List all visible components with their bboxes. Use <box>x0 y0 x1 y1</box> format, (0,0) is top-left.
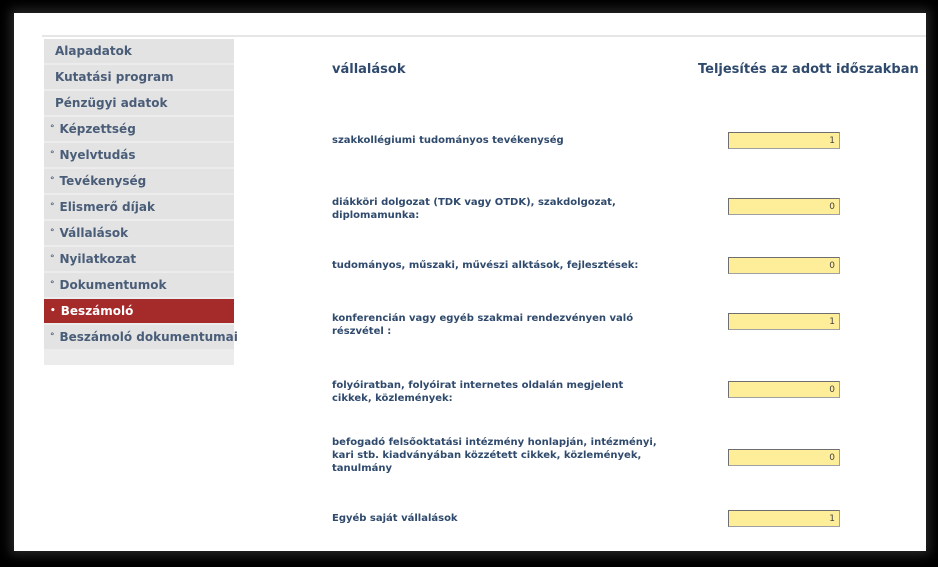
sidebar-item-nyilatkozat[interactable] <box>44 247 234 271</box>
sidebar-item-dokumentumok[interactable] <box>44 273 234 297</box>
sidebar-item-label: Pénzügyi adatok <box>55 96 168 110</box>
row-label: Egyéb saját vállalások <box>332 513 458 524</box>
bullet-icon: ° <box>50 228 55 238</box>
value-input[interactable] <box>728 449 840 466</box>
row-label: diákköri dolgozat (TDK vagy OTDK), szakdolgozat, diplomamunka: <box>332 197 616 221</box>
row-label: befogadó felsőoktatási intézmény honlapján, intézményi, kari stb. kiadványában közzétett cikkek, közlemények, tanulmány <box>332 437 657 474</box>
bullet-icon: ° <box>50 176 55 186</box>
sidebar-item-label: Kutatási program <box>55 70 174 84</box>
bullet-icon: ° <box>50 254 55 264</box>
sidebar-item-nyelvtudas[interactable] <box>44 143 234 167</box>
value-input[interactable] <box>728 510 840 527</box>
sidebar-item-label: Beszámoló dokumentumai <box>59 330 238 344</box>
sidebar-item-label: Vállalások <box>59 226 129 240</box>
column-header-teljesites: Teljesítés az adott időszakban <box>698 62 919 77</box>
row-label: szakkollégiumi tudományos tevékenység <box>332 135 564 146</box>
value-input[interactable] <box>728 132 840 149</box>
sidebar-nav <box>44 39 238 365</box>
sidebar-item-label: Dokumentumok <box>59 278 167 292</box>
top-divider <box>42 35 926 37</box>
bullet-icon: • <box>50 306 56 316</box>
row-label: folyóiratban, folyóirat internetes oldalán megjelent cikkek, közlemények: <box>332 380 624 404</box>
sidebar-item-kutatasi-program[interactable] <box>44 65 234 89</box>
column-header-vallalasok: vállalások <box>332 62 406 77</box>
bullet-icon: ° <box>50 332 55 342</box>
bullet-icon: ° <box>50 280 55 290</box>
value-input[interactable] <box>728 198 840 215</box>
bullet-icon: ° <box>50 202 55 212</box>
sidebar-item-beszamolo[interactable] <box>44 299 234 323</box>
sidebar-item-label: Tevékenység <box>59 174 147 188</box>
sidebar-item-vallalasok[interactable] <box>44 221 234 245</box>
sidebar-item-elismero-dijak[interactable] <box>44 195 234 219</box>
sidebar-item-penzugyi-adatok[interactable] <box>44 91 234 115</box>
sidebar-item-label: Beszámoló <box>60 304 134 318</box>
sidebar-item-kepzettseg[interactable] <box>44 117 234 141</box>
sidebar-item-label: Elismerő díjak <box>59 200 155 214</box>
app-window <box>14 13 926 551</box>
bullet-icon: ° <box>50 124 55 134</box>
row-label: konferencián vagy egyéb szakmai rendezvényen való részvétel : <box>332 313 634 337</box>
value-input[interactable] <box>728 313 840 330</box>
sidebar-item-label: Nyelvtudás <box>59 148 136 162</box>
value-input[interactable] <box>728 381 840 398</box>
sidebar-item-beszamolo-dokumentumai[interactable] <box>44 325 238 349</box>
sidebar-item-label: Nyilatkozat <box>59 252 137 266</box>
bullet-icon: ° <box>50 150 55 160</box>
sidebar-item-tevekenyseg[interactable] <box>44 169 234 193</box>
sidebar-item-label: Képzettség <box>59 122 136 136</box>
sidebar-item-alapadatok[interactable] <box>44 39 234 63</box>
row-label: tudományos, műszaki, művészi alktások, fejlesztések: <box>332 260 639 271</box>
sidebar-item-label: Alapadatok <box>55 44 132 58</box>
value-input[interactable] <box>728 257 840 274</box>
